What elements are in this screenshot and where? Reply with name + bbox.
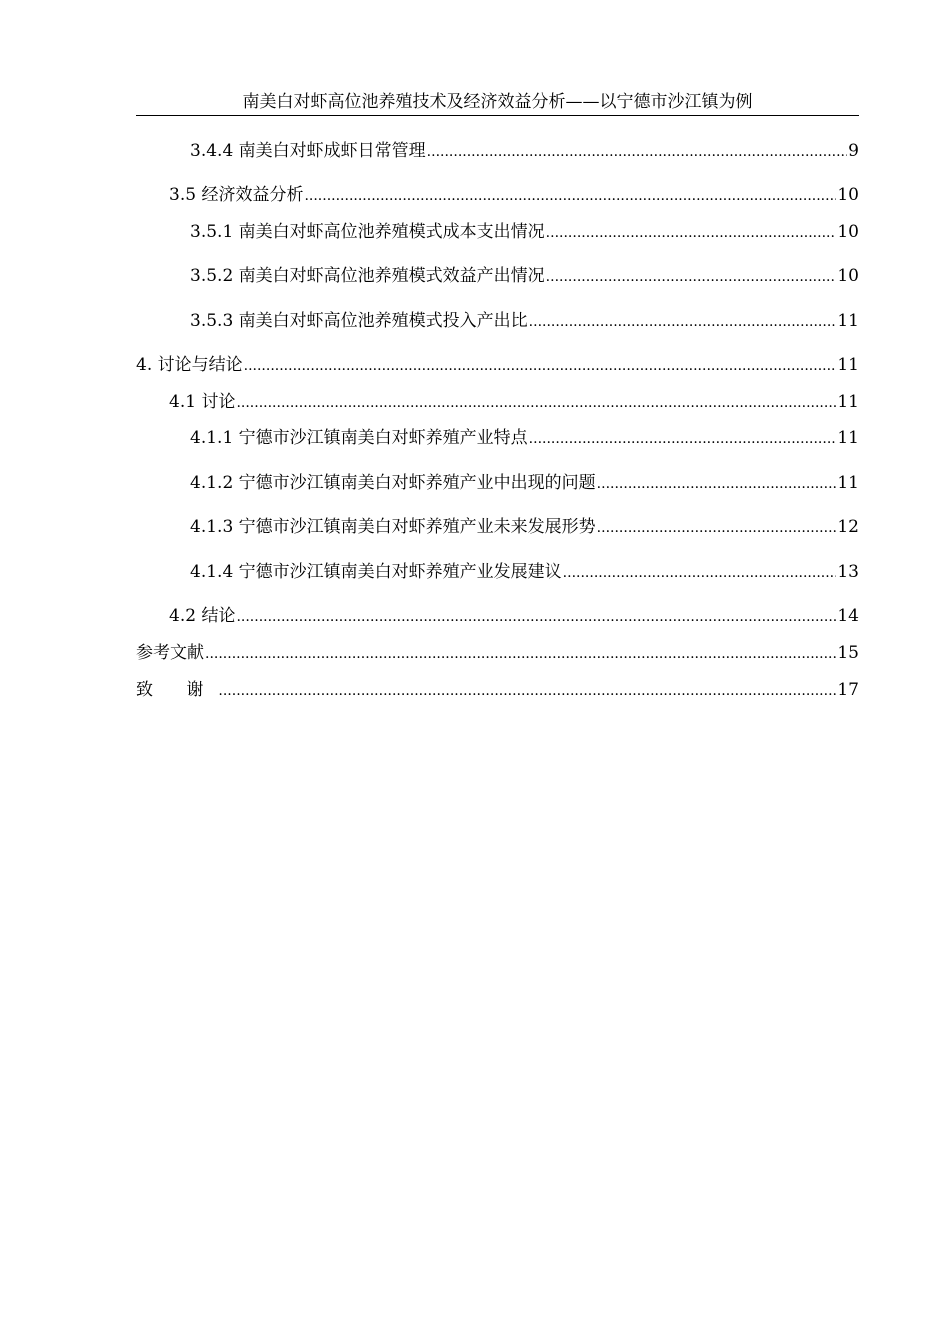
toc-dot-leader bbox=[597, 472, 837, 496]
toc-entry-page: 14 bbox=[837, 606, 859, 626]
toc-entry[interactable] bbox=[169, 604, 859, 628]
running-header-title: 南美白对虾高位池养殖技术及经济效益分析——以宁德市沙江镇为例 bbox=[242, 92, 753, 112]
toc-entry-page: 10 bbox=[837, 185, 859, 205]
toc-dot-leader bbox=[529, 310, 837, 334]
toc-entry-label: 4.1 讨论 bbox=[169, 392, 236, 412]
toc-dot-leader bbox=[244, 354, 837, 378]
toc-dot-leader bbox=[546, 221, 837, 245]
toc-entry-label: 4. 讨论与结论 bbox=[136, 355, 243, 375]
toc-entry-page: 13 bbox=[837, 562, 859, 582]
toc-entry-page: 11 bbox=[837, 428, 859, 448]
toc-entry-page: 17 bbox=[837, 680, 859, 700]
toc-entry[interactable] bbox=[190, 515, 859, 539]
toc-dot-leader bbox=[236, 391, 836, 415]
toc-entry-label: 3.5.1 南美白对虾高位池养殖模式成本支出情况 bbox=[190, 222, 545, 242]
toc-dot-leader bbox=[597, 516, 837, 540]
toc-entry-label: 4.1.4 宁德市沙江镇南美白对虾养殖产业发展建议 bbox=[190, 562, 562, 582]
toc-entry[interactable] bbox=[136, 641, 859, 665]
toc-entry-page: 11 bbox=[837, 392, 859, 412]
toc-entry-page: 11 bbox=[837, 355, 859, 375]
toc-dot-leader bbox=[236, 605, 836, 629]
toc-entry[interactable] bbox=[169, 183, 859, 207]
toc-entry-label: 4.1.2 宁德市沙江镇南美白对虾养殖产业中出现的问题 bbox=[190, 473, 596, 493]
toc-entry-page: 12 bbox=[837, 517, 859, 537]
toc-entry[interactable] bbox=[190, 309, 859, 333]
toc-entry[interactable] bbox=[190, 560, 859, 584]
toc-entry-label: 3.4.4 南美白对虾成虾日常管理 bbox=[190, 141, 426, 161]
toc-entry-label: 3.5.2 南美白对虾高位池养殖模式效益产出情况 bbox=[190, 266, 545, 286]
toc-entry-label: 4.1.1 宁德市沙江镇南美白对虾养殖产业特点 bbox=[190, 428, 528, 448]
toc-entry-page: 11 bbox=[837, 473, 859, 493]
toc-entry-label: 参考文献 bbox=[136, 643, 204, 663]
toc-dot-leader bbox=[304, 184, 836, 208]
toc-entry-label: 4.1.3 宁德市沙江镇南美白对虾养殖产业未来发展形势 bbox=[190, 517, 596, 537]
toc-dot-leader bbox=[546, 265, 837, 289]
toc-entry-label: 3.5 经济效益分析 bbox=[169, 185, 304, 205]
toc-entry-page: 15 bbox=[837, 643, 859, 663]
toc-entry-label: 4.2 结论 bbox=[169, 606, 236, 626]
toc-entry-label: 3.5.3 南美白对虾高位池养殖模式投入产出比 bbox=[190, 311, 528, 331]
toc-dot-leader bbox=[205, 642, 836, 666]
toc-entry-page: 10 bbox=[837, 222, 859, 242]
toc-entry[interactable] bbox=[190, 471, 859, 495]
toc-dot-leader bbox=[427, 140, 848, 164]
toc-entry[interactable] bbox=[136, 678, 859, 702]
toc-entry[interactable] bbox=[190, 264, 859, 288]
toc-dot-leader bbox=[563, 561, 837, 585]
toc-entry[interactable] bbox=[190, 139, 859, 163]
toc-entry[interactable] bbox=[169, 390, 859, 414]
toc-entry[interactable] bbox=[136, 353, 859, 377]
toc-entry-label: 致 谢 bbox=[136, 680, 218, 700]
toc-entry[interactable] bbox=[190, 426, 859, 450]
toc-dot-leader bbox=[218, 679, 836, 703]
toc-entry-page: 10 bbox=[837, 266, 859, 286]
toc-entry-page: 11 bbox=[837, 311, 859, 331]
toc-entry[interactable] bbox=[190, 220, 859, 244]
toc-dot-leader bbox=[529, 427, 837, 451]
toc-entry-page: 9 bbox=[848, 141, 859, 161]
